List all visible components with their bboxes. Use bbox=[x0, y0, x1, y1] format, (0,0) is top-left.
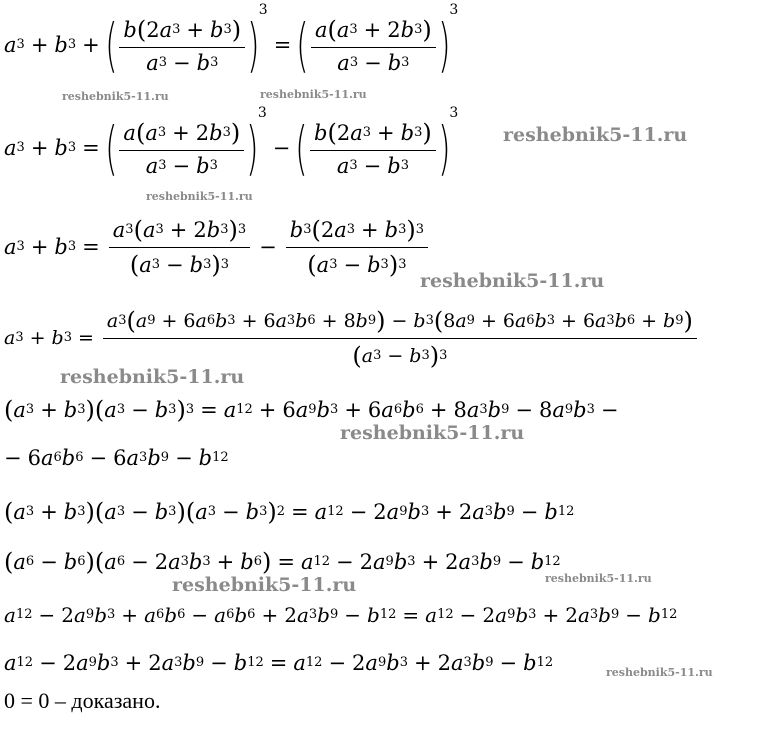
equation-line-1: a 3 + b 3 + ( b ( 2 a 3 + b 3 ) a 3 − b 3 ) 3 = ( a ( a 3 + 2 b 3 ) a 3 − b 3 ) 3 bbox=[4, 2, 459, 79]
equation-line-10: a 12 − 2 a 9 b 3 + 2 a 3 b 9 − b 12 = a 12 − 2 a 9 b 3 + 2 a 3 b 9 − b 12 bbox=[4, 651, 554, 675]
fraction: a ( a 3 + 2 b 3 ) a 3 − b 3 bbox=[119, 119, 244, 178]
watermark: reshebnik5-11.ru bbox=[260, 88, 367, 101]
equation-line-9: a 12 − 2 a 9 b 3 + a 6 b 6 − a 6 b 6 + 2 a 3 b 9 − b 12 = a 12 − 2 a 9 b 3 + 2 a 3 b 9 − b 12 bbox=[4, 603, 678, 627]
watermark: reshebnik5-11.ru bbox=[420, 270, 605, 292]
watermark: reshebnik5-11.ru bbox=[60, 366, 245, 388]
watermark: reshebnik5-11.ru bbox=[545, 572, 652, 585]
watermark: reshebnik5-11.ru bbox=[503, 124, 688, 146]
fraction: b 3 ( 2 a 3 + b 3 ) 3 ( a 3 − b 3 ) 3 bbox=[286, 216, 428, 279]
conclusion-text: 0 = 0 – доказано. bbox=[4, 688, 161, 713]
watermark: reshebnik5-11.ru bbox=[172, 574, 357, 596]
equation-line-8: ( a 6 − b 6 ) ( a 6 − 2 a 3 b 3 + b 6 ) = a 12 − 2 a 9 b 3 + 2 a 3 b 9 − b 12 bbox=[4, 548, 561, 576]
watermark: reshebnik5-11.ru bbox=[340, 422, 525, 444]
equation-line-6: − 6 a 6 b 6 − 6 a 3 b 9 − b 12 bbox=[4, 446, 229, 470]
equation-line-7: ( a 3 + b 3 ) ( a 3 − b 3 ) ( a 3 − b 3 ) 2 = a 12 − 2 a 9 b 3 + 2 a 3 b 9 − b 12 bbox=[4, 498, 575, 526]
equation-line-2: a 3 + b 3 = ( a ( a 3 + 2 b 3 ) a 3 − b 3 ) 3 − ( b ( 2 a 3 + b 3 ) a 3 − b 3 ) 3 bbox=[4, 105, 459, 182]
fraction: b ( 2 a 3 + b 3 ) a 3 − b 3 bbox=[310, 119, 436, 178]
fraction: a 3 ( a 9 + 6 a 6 b 3 + 6 a 3 b 6 + 8 b 9 ) − b 3 ( 8 a 9 + 6 a 6 b 3 + 6 a 3 b 6 + b 9 ) ( a 3 − b 3 ) 3 bbox=[103, 307, 697, 370]
fraction: a 3 ( a 3 + 2 b 3 ) 3 ( a 3 − b 3 ) 3 bbox=[109, 216, 250, 279]
equation-line-4: a 3 + b 3 = a 3 ( a 9 + 6 a 6 b 3 + 6 a 3 b 6 + 8 b 9 ) − b 3 ( 8 a 9 + 6 a 6 b 3 + 6 a 3 b 6 + b 9 ) ( a 3 − b 3 ) 3 bbox=[4, 303, 700, 373]
equation-line-3: a 3 + b 3 = a 3 ( a 3 + 2 b 3 ) 3 ( a 3 − b 3 ) 3 − b 3 ( 2 a 3 + b 3 ) 3 ( a 3 − b 3 ) 3 bbox=[4, 203, 431, 291]
fraction: b ( 2 a 3 + b 3 ) a 3 − b 3 bbox=[119, 16, 245, 75]
watermark: reshebnik5-11.ru bbox=[62, 90, 169, 103]
watermark: reshebnik5-11.ru bbox=[146, 190, 253, 203]
equation-line-5: ( a 3 + b 3 ) ( a 3 − b 3 ) 3 = a 12 + 6 a 9 b 3 + 6 a 6 b 6 + 8 a 3 b 9 − 8 a 9 b 3 − bbox=[4, 396, 619, 424]
fraction: a ( a 3 + 2 b 3 ) a 3 − b 3 bbox=[311, 16, 436, 75]
watermark: reshebnik5-11.ru bbox=[606, 666, 713, 679]
